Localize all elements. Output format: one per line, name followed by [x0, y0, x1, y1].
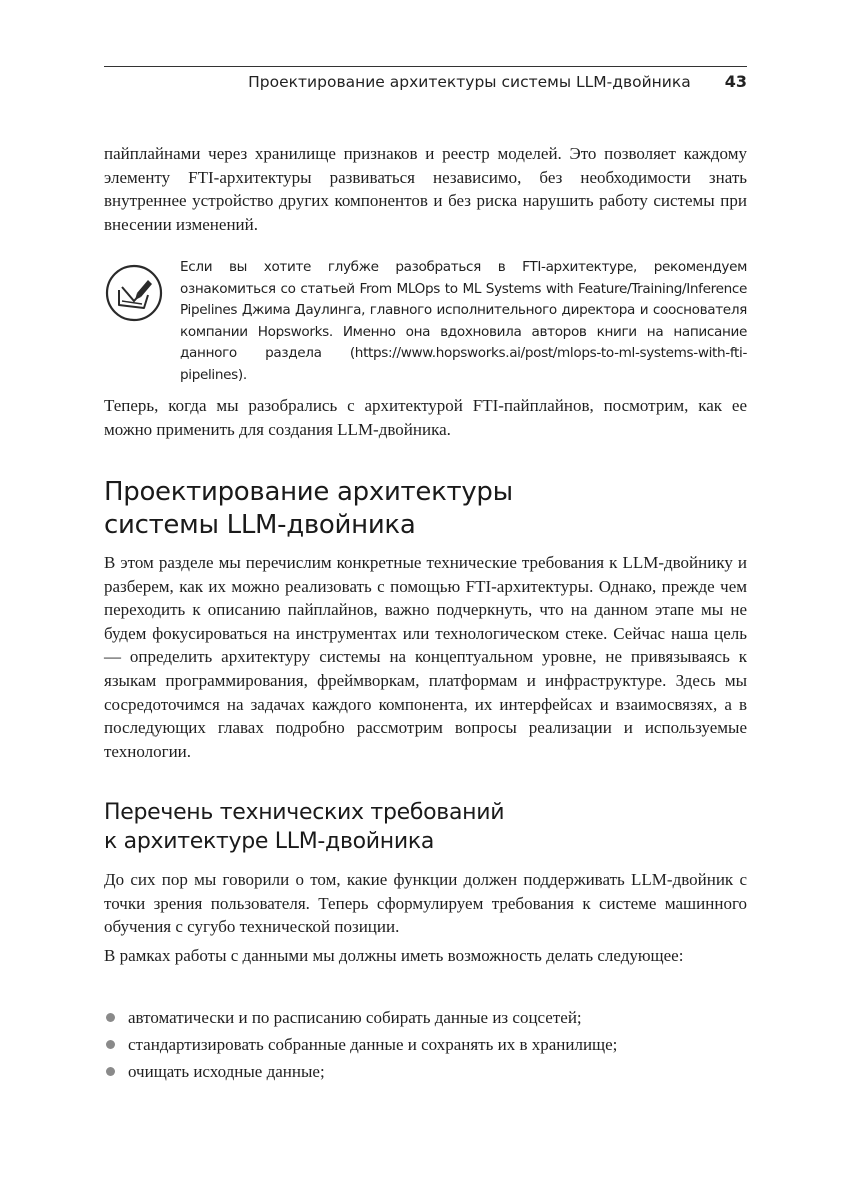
list-item	[104, 1006, 747, 1033]
intro-paragraph: пайплайнами через хранилище признаков и реестр моделей. Это позволяет каждому элементу FTI-архитектуры развиваться независимо, без необходимости знать внутреннее устройство других компонентов и без риска нарушить работу системы при внесении изменений.	[104, 144, 747, 234]
list-item-text: стандартизировать собранные данные и сохранять их в хранилище;	[128, 1035, 618, 1054]
transition-paragraph: Теперь, когда мы разобрались с архитектурой FTI-пайплайнов, посмотрим, как ее можно применить для создания LLM-двойника.	[104, 396, 747, 439]
header-rule	[104, 66, 747, 67]
bullet-icon	[106, 1040, 115, 1049]
section-heading	[104, 476, 747, 542]
running-head-title: Проектирование архитектуры системы LLM-двойника	[248, 73, 691, 91]
list-item-text: автоматически и по расписанию собирать данные из соцсетей;	[128, 1008, 582, 1027]
bullet-icon	[106, 1067, 115, 1076]
subsection-paragraph-1: До сих пор мы говорили о том, какие функции должен поддерживать LLM-двойник с точки зрения пользователя. Теперь сформулируем требования к системе машинного обучения с сугубо технической позиции.	[104, 870, 747, 937]
bullet-icon	[106, 1013, 115, 1022]
running-head	[248, 72, 747, 91]
list-item	[104, 1060, 747, 1087]
note-text: Если вы хотите глубже разобраться в FTI-архитектуре, рекомендуем ознакомиться со статьей From MLOps to ML Systems with Feature/Training/Inference Pipelines Джима Даулинга, главного исполнительного директора и сооснователя компании Hopsworks. Именно она вдохновила авторов книги на написание данного раздела (https://www.hopsworks.ai/post/mlops-to-ml-systems-with-fti-pipelines).	[180, 259, 747, 383]
subsection-paragraph-2: В рамках работы с данными мы должны иметь возможность делать следующее:	[104, 946, 684, 965]
section-heading-line1: Проектирование архитектуры	[104, 477, 513, 507]
section-paragraph: В этом разделе мы перечислим конкретные технические требования к LLM-двойнику и разберем, как их можно реализовать с помощью FTI-архитектуры. Однако, прежде чем переходить к описанию пайплайнов, важно подчеркнуть, что на данном этапе мы не будем фокусироваться на инструментах или технологическом стеке. Сейчас наша цель — определить архитектуру системы на концептуальном уровне, не привязываясь к языкам программирования, фреймворкам, платформам и инфраструктуре. Здесь мы сосредоточимся на задачах каждого компонента, их интерфейсах и взаимосвязях, а в последующих главах подробно рассмотрим вопросы реализации и используемые технологии.	[104, 553, 747, 761]
note-box	[104, 257, 747, 383]
requirements-list	[104, 1006, 747, 1087]
pencil-note-icon	[104, 263, 164, 323]
section-heading-line2: системы LLM-двойника	[104, 510, 416, 540]
subsection-heading	[104, 798, 747, 856]
subsection-heading-line1: Перечень технических требований	[104, 800, 505, 825]
list-item-text: очищать исходные данные;	[128, 1062, 325, 1081]
page-number: 43	[724, 72, 747, 91]
list-item	[104, 1033, 747, 1060]
subsection-heading-line2: к архитектуре LLM-двойника	[104, 829, 435, 854]
